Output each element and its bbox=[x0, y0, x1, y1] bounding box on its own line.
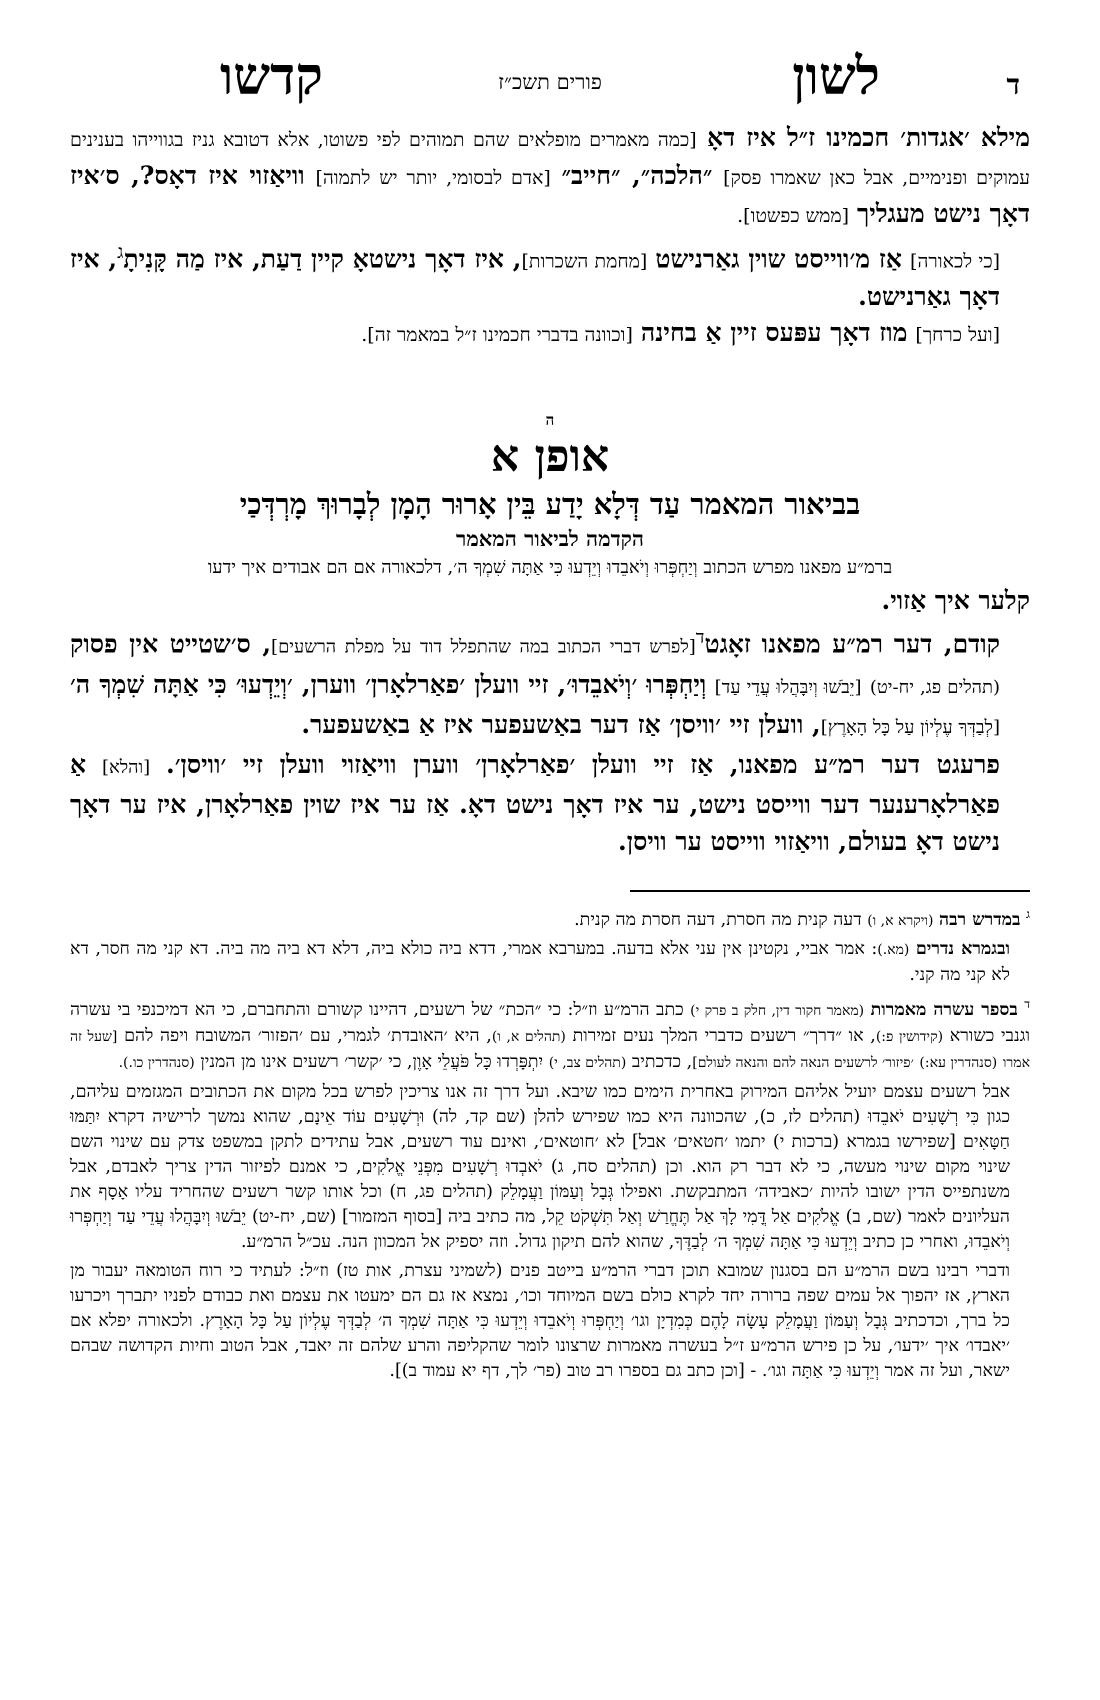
text-run: ובגמרא נדרים bbox=[915, 939, 1010, 960]
footnote-1-cont bbox=[70, 937, 1030, 988]
footnote-1 bbox=[70, 902, 1030, 934]
text-run: זאָגט bbox=[704, 629, 751, 659]
text-run: [וכוונה בדברי חכמינו ז״ל במאמר זה]. bbox=[361, 324, 633, 347]
intro-section bbox=[70, 120, 1030, 353]
text-run: [כי לכאורה] bbox=[910, 250, 1001, 273]
text-run: ׳פיזור׳ לרשעים הנאה להם והנאה לעולם] bbox=[692, 1055, 914, 1072]
text-run: (תהלים צב, י) bbox=[548, 1055, 627, 1072]
page-number: ד bbox=[1006, 68, 1020, 101]
text-run: וויאַזוי איז דאָס?, ס׳איז דאָך נישט מעגליך bbox=[70, 161, 1030, 228]
text-run: [ממש כפשטו]. bbox=[737, 205, 850, 227]
text-run: (תהלים א, ו) bbox=[491, 1029, 566, 1046]
section-subtitle: בביאור המאמר עַד דְּלָא יָדַע בֵּין אָרוּר הָמָן לְבָרוּךְ מָרְדְּכַי bbox=[239, 487, 861, 522]
text-run: יִתְפָּרְדוּ כָּל פֹּעֲלֵי אָוֶן, כי ׳קשר׳ רשעים אינו מן המנין bbox=[200, 1052, 544, 1073]
text-run: [והלא] bbox=[101, 756, 151, 778]
footnote-2-cont: אבל רשעים עצמם יועיל אליהם המירוק באחרית הימים כמו שיבא. ועל דרך זה אנו צריכין לפרש בכל מקום את הכתובים המגזמים עליהם, כגון כִּי רְשָׁעִים יֹאבֵדוּ (תהלים לז, כ), שהכוונה היא כמו שפירש להלן (שם קד, לה) וּרְשָׁעִים עוֹד אֵינָם, שהוא נמשך לרישיה דקרא יִתַּמּוּ חַטָּאִים [שפירשו בגמרא (ברכות י) יתמו ׳חטאים׳ אבל] לא ׳חוטאים׳, ואינם עוד רשעים, אבל עתידים לתקן במשפט צדק עם שינוי השם שינוי מקום שינוי מעשה, כי לא דבר רק הוא. וכן (תהלים סח, ג) יֹאבְדוּ רְשָׁעִים מִפְּנֵי אֱלֹקִים, כי אמנם לפיזור הדין צריך לאבדם, אבל משנתפייס הדין ישובו להיות ׳כאבידה׳ המתבקשת. ואפילו גְּבָל וְעַמּוֹן וַעֲמָלֵק (תהלים פג, ח) וכל אותו קשר רשעים שהחריד עליו אָסָף את העליונים לאמר (שם, ב) אֱלֹקִים אַל דֳּמִי לָךְ אַל תֶּחֱרַשׁ וְאַל תִּשְׁקֹט קֵל, מה כתיב ביה [בסוף המזמור] (שם, יח-יט) יֵבֹשׁוּ וְיִבָּהֲלוּ עֲדֵי עַד וְיַחְפְּרוּ וְיֹאבֵדוּ, ואחרי כן כתיב וְיֵדְעוּ כִּי אַתָּה שִׁמְךָ ה׳ לְבַדֶּךָ, שהוא להם תיקון גדול. וזה יספיק אל המכוון הנה. עכ״ל הרמ״ע. bbox=[70, 1082, 1010, 1253]
text-run: , או ״דרך״ רשעים כדברי המלך נעים זמירות bbox=[572, 1026, 876, 1047]
section-lead-line: ברמ״ע מפאנו מפרש הכתוב וְיַחְפְּרוּ וְיֹאבֵדוּ וְיֵדְעוּ כִּי אַתָּה שִׁמְךָ ה׳, דלכאורה אם הם אבודים איך ידעו bbox=[207, 557, 893, 579]
section-title: אופן א bbox=[490, 431, 610, 483]
text-run: [יֵבֹשׁוּ וְיִבָּהֲלוּ עֲדֵי עַד] bbox=[714, 676, 862, 698]
section-subtitle-2: הקדמה לביאור המאמר bbox=[456, 526, 644, 552]
text-run: כתב הרמ״ע וז״ל: כי ״הכת״ של רשעים, דהיינו קשורם והתחברם, כי הא דמיכנפי בי עשרה וגנבי כשורא bbox=[70, 1000, 1030, 1047]
footnotes bbox=[70, 902, 1030, 1385]
text-run: (קידושין פ:) bbox=[875, 1029, 944, 1046]
page bbox=[70, 40, 1030, 1388]
intro-paragraph-3 bbox=[70, 315, 1030, 353]
text-run: , איז דאָך גאַרנישט. bbox=[70, 244, 1000, 312]
footnote-2-cont-2: ודברי רבינו בשם הרמ״ע הם בסגנון שמובא תוכן דברי הרמ״ע בייטב פנים (לשמיני עצרת, אות טז) וז״ל: לעתיד כי רוח הטומאה יעבור מן הארץ, אז יהפוך אל עמים שפה ברורה יחד לקרא כולם בשם המיוחד וכו׳, נמצא אז גם הם ימעטו את עצמם ואת כבודם לפניו יתברך ויכרעו כל ברך, וכדכתיב גְּבָל וְעַמּוֹן וַעֲמָלֵק עָשָׂה לָהֶם כְּמִדְיָן וגו׳ וְיַחְפְּרוּ וְיֹאבֵדוּ וְיֵדְעוּ כִּי אַתָּה שִׁמְךָ ה׳ לְבַדְּךָ עֶלְיוֹן עַל כָּל הָאָרֶץ. ולכאורה יפלא אם ׳יאבדו׳ איך ׳ידעו׳, על כן פירש הרמ״ע ז״ל בעשרה מאמרות שרצונו לומר שהקליפה והרע שלהם זה יאבד, אבל הטוב וחיות הקדושה שבהם ישאר, ועל זה אמר וְיֵדְעוּ כִּי אַתָּה וגו׳. - [וכן כתב גם בספרו רב טוב (פר׳ לך, דף יא עמוד ב)]. bbox=[70, 1261, 1010, 1382]
text-run: מילא ׳אגדות׳ חכמינו ז״ל איז דאָ bbox=[707, 123, 1031, 152]
text-run: , איז דאָך נישטאָ קיין דַעַת, איז מַה קָּנִיתָ bbox=[123, 244, 522, 274]
text-run: וְיַחְפְּרוּ ׳וְיֹאבֵדוּ׳, זיי וועלן ׳פאַרלאָרן׳ ווערן, ׳וְיֵדְעוּ׳ כִּי אַתָּה שִׁמְךָ ה׳ bbox=[70, 669, 707, 699]
text-run: פרעגט דער רמ״ע מפאנו, אַז זיי וועלן ׳פאַרלאָרן׳ ווערן וויאַזוי וועלן זיי ׳וויסן׳. bbox=[166, 749, 1000, 779]
text-run: (סנהדרין כו.). bbox=[118, 1055, 195, 1072]
footnote-marker: ג bbox=[117, 241, 124, 263]
text-run: [לְבַדְּךָ עֶלְיוֹן עַל כָּל הָאָרֶץ] bbox=[820, 716, 1000, 738]
text-run: בספר עשרה מאמרות bbox=[870, 1000, 1018, 1021]
text-run: קודם, דער bbox=[893, 629, 1000, 659]
text-run: רמ״ע מפאנו bbox=[761, 629, 883, 659]
text-run: [כמה מאמרים מופלאים שהם תמוהים לפי פשוטו, אלא דטובא גניז בגווייהו בענינים עמוקים ופנימיים, אבל כאן שאמרו פסק] bbox=[70, 129, 1031, 189]
section-ornament: ה bbox=[545, 411, 555, 430]
footnote-marker: ד bbox=[695, 627, 705, 649]
body-paragraph-2 bbox=[70, 746, 1030, 860]
text-run: במדרש רבה bbox=[939, 909, 1021, 930]
text-run: מוז דאָך עפּעס זיין אַ בחינה bbox=[640, 318, 908, 348]
text-run: (תהלים פג, יח-יט) bbox=[869, 676, 1000, 698]
header-center-text: פורים תשכ״ז bbox=[498, 70, 602, 94]
text-run: , ס׳שטייט אין פסוק bbox=[70, 629, 272, 659]
body-section bbox=[70, 582, 1030, 859]
text-run: [אדם לבסומי, יותר יש לתמוה] bbox=[315, 167, 551, 189]
body-paragraph-0 bbox=[70, 582, 1030, 619]
text-run: דעה קנית מה חסרת, דעה חסרת מה קנית. bbox=[574, 909, 862, 930]
text-run: , כדכתיב bbox=[631, 1052, 693, 1073]
footnote-marker: ג bbox=[1026, 906, 1030, 921]
text-run: [מחמת השכרות] bbox=[521, 250, 648, 273]
header-title-right: לשון bbox=[792, 46, 880, 107]
body-paragraph-1 bbox=[70, 619, 1030, 745]
text-run: (מא.) bbox=[877, 942, 910, 959]
page-header bbox=[70, 40, 1030, 120]
text-run: אַ פאַרלאָרענער דער ווייסט נישט, ער איז דאָך נישט דאָ. אַז ער איז שוין פאַרלאָרן, איז ער דאָך נישט דאָ בעולם, וויאַזוי ווייסט ער וויסן. bbox=[70, 749, 1000, 856]
intro-paragraph-1 bbox=[70, 120, 1030, 234]
text-run: (סנהדרין עא:) bbox=[919, 1055, 998, 1072]
text-run: קלער איך אַזוי. bbox=[881, 586, 1030, 616]
header-title-left: קדשו bbox=[220, 46, 323, 107]
footnote-divider bbox=[630, 890, 1030, 892]
text-run: , היא ׳האובדת׳ לגמרי, עם ׳הפזור׳ המשובח ויפה להם bbox=[124, 1026, 492, 1047]
text-run: , וועלן זיי ׳וויסן׳ אַז דער באַשעפער איז אַ באַשעפער. bbox=[301, 709, 821, 739]
text-run: ״הלכה״, ״חייב״ bbox=[561, 161, 713, 190]
intro-paragraph-2 bbox=[70, 234, 1030, 315]
footnote-2 bbox=[70, 992, 1030, 1076]
text-run: [לפרש דברי הכתוב במה שהתפלל דוד על מפלת הרשעים] bbox=[271, 636, 696, 658]
text-run: : אמר אביי, נקטינן אין עני אלא בדעה. במערבא אמרי, דדא ביה כולא ביה, דלא דא ביה מה ביה. דא קני מה חסר, דא לא קני מה קני. bbox=[70, 939, 1010, 986]
text-run: [שעל זה אמרו bbox=[70, 1029, 1030, 1072]
footnote-marker: ד bbox=[1024, 997, 1031, 1012]
text-run: (מאמר חקור דין, חלק ב פרק י) bbox=[690, 1003, 865, 1020]
text-run: אַז מ׳ווייסט שוין גאַרנישט bbox=[655, 244, 902, 274]
text-run: (ויקרא א, ו) bbox=[867, 912, 934, 929]
text-run: [ועל כרחך] bbox=[915, 324, 1000, 347]
